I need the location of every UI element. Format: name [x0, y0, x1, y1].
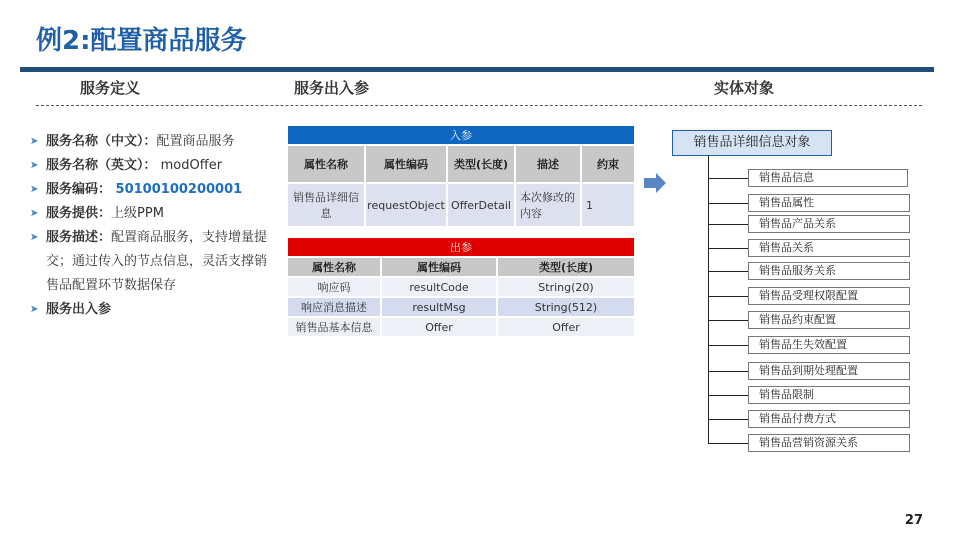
- section-service-definition: 服务定义: [80, 79, 141, 97]
- table-row: [288, 318, 634, 336]
- tree-connector: [708, 248, 748, 249]
- table-cell: Offer: [382, 318, 496, 336]
- bullet-value: 配置商品服务: [156, 134, 235, 149]
- table-cell: resultMsg: [382, 298, 496, 316]
- list-item: [30, 226, 270, 298]
- entity-node-offer-service-rel: 销售品服务关系: [748, 262, 910, 280]
- entity-node-offer-payment: 销售品付费方式: [748, 410, 910, 428]
- tree-connector: [708, 296, 748, 297]
- column-header: 属性编码: [382, 258, 496, 276]
- table-row: [288, 184, 634, 226]
- bullet-value: 上级PPM: [111, 206, 164, 221]
- entity-root-node: 销售品详细信息对象: [672, 130, 832, 156]
- column-header: 类型(长度): [498, 258, 634, 276]
- table-row: [288, 278, 634, 296]
- column-header: 属性编码: [366, 146, 446, 182]
- service-code-value: 50100100200001: [111, 182, 243, 197]
- tree-connector: [708, 320, 748, 321]
- list-item: [30, 154, 270, 178]
- table-cell: 本次修改的内容: [516, 184, 580, 226]
- list-item: [30, 178, 270, 202]
- section-divider: [36, 105, 922, 106]
- arrow-bullet-icon: ➤: [30, 208, 39, 219]
- tree-connector: [708, 155, 709, 444]
- table-cell: 响应码: [288, 278, 380, 296]
- entity-node-offer-info: 销售品信息: [748, 169, 908, 187]
- bullet-label: 服务编码：: [46, 182, 112, 197]
- entity-node-offer-restriction: 销售品限制: [748, 386, 910, 404]
- tree-connector: [708, 443, 748, 444]
- section-service-io: 服务出入参: [294, 79, 370, 97]
- bullet-label: 服务描述：: [46, 230, 112, 245]
- page-number: 27: [904, 513, 923, 528]
- title-divider: [20, 67, 934, 72]
- tree-connector: [708, 371, 748, 372]
- table-cell: 响应消息描述: [288, 298, 380, 316]
- table-header-row: [288, 146, 634, 182]
- right-arrow-icon: [644, 173, 668, 193]
- column-header: 属性名称: [288, 258, 380, 276]
- entity-node-offer-rel: 销售品关系: [748, 239, 910, 257]
- output-params-table: [286, 236, 636, 338]
- arrow-bullet-icon: ➤: [30, 232, 39, 243]
- section-entity-object: 实体对象: [714, 79, 775, 97]
- table-cell: requestObject: [366, 184, 446, 226]
- entity-node-offer-product-rel: 销售品产品关系: [748, 215, 910, 233]
- entity-node-offer-marketing: 销售品营销资源关系: [748, 434, 910, 452]
- column-header: 类型(长度): [448, 146, 514, 182]
- bullet-value: modOffer: [156, 158, 223, 173]
- column-header: 描述: [516, 146, 580, 182]
- bullet-label: 服务出入参: [46, 302, 112, 317]
- table-cell: 销售品基本信息: [288, 318, 380, 336]
- table-row: [288, 298, 634, 316]
- tree-connector: [708, 419, 748, 420]
- arrow-bullet-icon: ➤: [30, 160, 39, 171]
- arrow-bullet-icon: ➤: [30, 136, 39, 147]
- tree-connector: [708, 395, 748, 396]
- service-definition-list: [30, 130, 270, 322]
- bullet-value: 配置商品服务，支持增量提交；通过传入的节点信息，灵活支撑销售品配置环节数据保存: [46, 230, 268, 293]
- input-params-table: [286, 124, 636, 228]
- entity-node-offer-constraint: 销售品约束配置: [748, 311, 910, 329]
- list-item: [30, 298, 270, 322]
- list-item: [30, 130, 270, 154]
- table-cell: 1: [582, 184, 634, 226]
- entity-node-offer-attr: 销售品属性: [748, 194, 910, 212]
- table-cell: String(512): [498, 298, 634, 316]
- bullet-label: 服务名称（中文）：: [46, 134, 157, 149]
- tree-connector: [708, 271, 748, 272]
- page-title: 例2:配置商品服务: [36, 26, 247, 56]
- table-cell: 销售品详细信息: [288, 184, 364, 226]
- table-cell: OfferDetail: [448, 184, 514, 226]
- arrow-bullet-icon: ➤: [30, 304, 39, 315]
- arrow-bullet-icon: ➤: [30, 184, 39, 195]
- bullet-label: 服务名称（英文）：: [46, 158, 157, 173]
- tree-connector: [708, 203, 748, 204]
- bullet-label: 服务提供：: [46, 206, 112, 221]
- entity-node-offer-effective: 销售品生失效配置: [748, 336, 910, 354]
- tree-connector: [708, 345, 748, 346]
- output-table-title: 出参: [450, 241, 472, 254]
- table-cell: resultCode: [382, 278, 496, 296]
- column-header: 属性名称: [288, 146, 364, 182]
- list-item: [30, 202, 270, 226]
- entity-node-offer-permission: 销售品受理权限配置: [748, 287, 910, 305]
- input-table-title: 入参: [450, 129, 472, 142]
- entity-node-offer-expiry: 销售品到期处理配置: [748, 362, 910, 380]
- table-cell: String(20): [498, 278, 634, 296]
- table-cell: Offer: [498, 318, 634, 336]
- table-header-row: [288, 258, 634, 276]
- tree-connector: [708, 224, 748, 225]
- tree-connector: [708, 178, 748, 179]
- column-header: 约束: [582, 146, 634, 182]
